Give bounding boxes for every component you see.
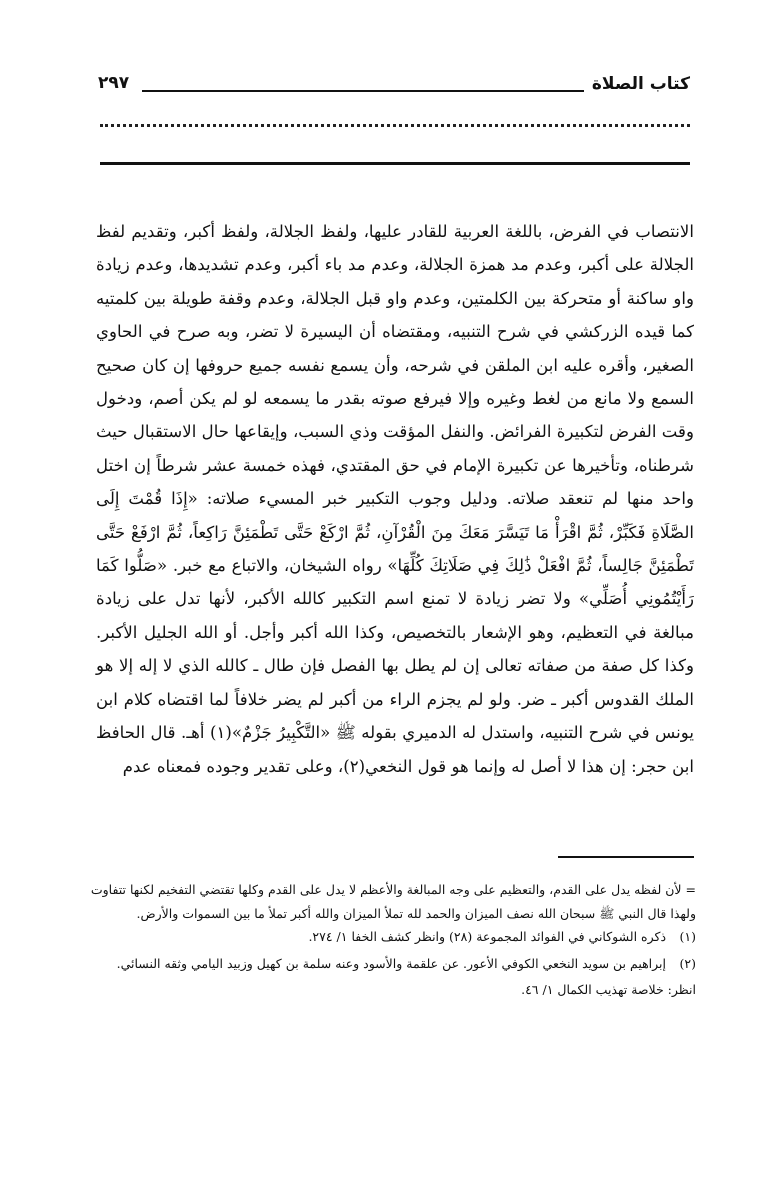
footnote-2-number: (٢): [679, 955, 696, 971]
page-number: ٢٩٧: [98, 73, 130, 93]
running-header-title: كتاب الصلاة: [591, 74, 690, 94]
body-paragraph: الانتصاب في الفرض، باللغة العربية للقادر عليها، ولفظ الجلالة، ولفظ أكبر، وتقديم لفظ الجلالة على أكبر، وعدم مد همزة الجلالة، وعدم مد باء أكبر، وعدم تشديدها، وعدم زيادة واو ساكنة أو متحركة بين الكلمتين، وعدم واو قبل الجلالة، وعدم وقفة طويلة بين كلمتيه كما قيده الزركشي في شرح التنبيه، ومقتضاه أن اليسيرة لا تضر، وبه صرح في الحاوي الصغير، وأقره عليه ابن الملقن في شرحه، وأن يسمع نفسه جميع حروفها إن كان صحيح السمع ولا مانع من لغط وغيره وإلا فيرفع صوته بقدر ما يسمعه لو لم يكن أصم، ودخول وقت الفرض لتكبيرة الفرائض. والنفل المؤقت وذي السبب، وإيقاعها حال الاستقبال حيث شرطناه، وتأخيرها عن تكبيرة الإمام في حق المقتدي، فهذه خمسة عشر شرطاً إن اختل واحد منها لم تنعقد صلاته. ودليل وجوب التكبير خبر المسيء صلاته: «إِذَا قُمْتَ إِلَى الصَّلَاةِ فَكَبِّرْ، ثُمَّ اقْرَأْ مَا تَيَسَّرَ مَعَكَ مِنَ الْقُرْآنِ، ثُمَّ ارْكَعْ حَتَّى تَطْمَئِنَّ رَاكِعاً، ثُمَّ ارْفَعْ حَتَّى تَطْمَئِنَّ جَالِساً، ثُمَّ افْعَلْ ذَٰلِكَ فِي صَلَاتِكَ كُلِّهَا» رواه الشيخان، والاتباع مع خبر. «صَلُّوا كَمَا رَأَيْتُمُونِي أُصَلِّي» ولا تضر زيادة لا تمنع اسم التكبير كالله الأكبر، لأنها تدل على زيادة مبالغة في التعظيم، وهو الإشعار بالتخصيص، وكذا الله أكبر وأجل. أو الله الجليل الأكبر. وكذا كل صفة من صفاته تعالى إن لم يطل بها الفصل فإن طال ـ كالله الذي لا إله إلا هو الملك القدوس أكبر ـ ضر. ولو لم يجزم الراء من أكبر لم يضر خلافاً لما اقتضاه كلام ابن يونس في شرح التنبيه، واستدل له الدميري بقوله ﷺ «التَّكْبِيرُ جَزْمٌ»(١) أهـ. قال الحافظ ابن حجر: إن هذا لا أصل له وإنما هو قول النخعي(٢)، وعلى تقدير وجوده فمعناه عدم: [96, 222, 694, 776]
header-rule: [142, 90, 584, 92]
footnote-separator: [558, 856, 694, 858]
footnote-2: [84, 952, 696, 976]
footnote-1-number: (١): [679, 929, 696, 944]
header-separator-rule: [100, 162, 690, 165]
footnote-2-text: إبراهيم بن سويد النخعي الكوفي الأعور. عن علقمة والأسود وعنه سلمة بن كهيل وزبيد اليامي وثقه النسائي.: [116, 955, 667, 971]
footnote-1: [84, 925, 696, 949]
footnotes-section: [84, 878, 696, 1005]
footnote-2-reference: انظر: خلاصة تهذيب الكمال ١/ ٤٦.: [521, 982, 696, 997]
footnote-continuation: = لأن لفظه يدل على القدم، والتعظيم على وجه المبالغة والأعظم لا يدل على القدم وكلها تقتضي التفخيم لكنها تتفاوت ولهذا قال النبي ﷺ سبحان الله نصف الميزان والحمد لله تملأ الميزان والله أكبر تملأ ما بين السموات والأرض.: [90, 882, 696, 921]
main-text-block: [96, 215, 694, 783]
dotted-divider: [100, 124, 690, 127]
footnote-1-text: ذكره الشوكاني في الفوائد المجموعة (٢٨) وانظر كشف الخفا ١/ ٢٧٤.: [308, 929, 667, 944]
